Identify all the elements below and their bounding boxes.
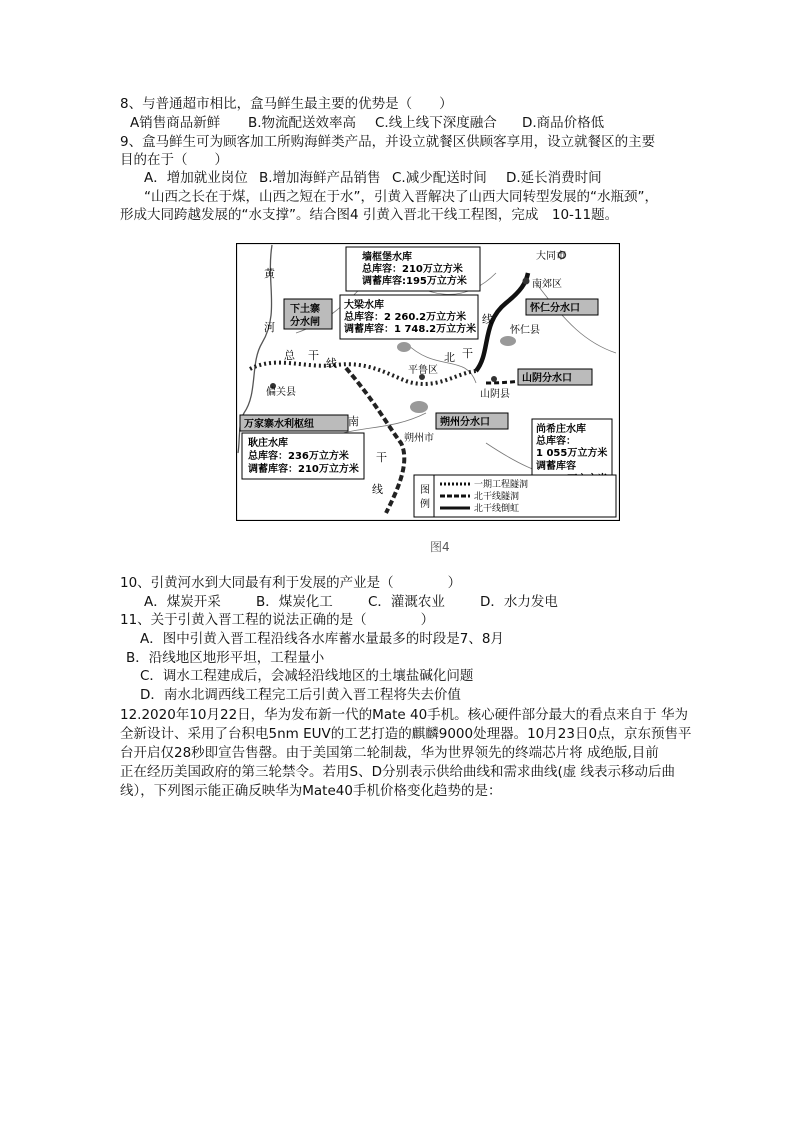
svg-text:调蓄库容: 调蓄库容: [536, 461, 576, 472]
q9-stem-line1: 9、盒马鲜生可为顾客加工所购海鲜类产品，并设立就餐区供顾客享用，设立就餐区的主要: [120, 134, 656, 150]
datong-label: 大同市: [536, 251, 566, 262]
q10-option-d: D．水力发电: [480, 594, 558, 610]
intro-line1: “山西之长在于煤，山西之短在于水”，引黄入晋解决了山西大同转型发展的“水瓶颈”，: [144, 189, 658, 205]
shanyin-outlet-box: [518, 369, 592, 385]
intro-line2: 形成大同跨越发展的“水支撑”。结合图4 引黄入晋北干线工程图，完成 10-11题。: [120, 207, 619, 223]
q9-option-a: A．增加就业岗位: [144, 170, 248, 186]
datong-city-mark: [523, 278, 530, 285]
svg-text:墙框堡水库: 墙框堡水库: [362, 252, 412, 263]
shanyin-mark: [491, 376, 497, 382]
q8-option-c: C.线上线下深度融合: [375, 115, 497, 131]
q9-stem-line2: 目的在于（ ）: [120, 152, 228, 168]
svg-text:万家寨水利枢纽: 万家寨水利枢纽: [244, 419, 314, 430]
shuozhou-outlet-box: [436, 413, 508, 429]
q8-option-b: B.物流配送效率高: [248, 115, 357, 131]
water-project-map: [236, 243, 620, 521]
q10-option-a: A．煤炭开采: [144, 594, 221, 610]
q12-line5: 线），下列图示能正确反映华为Mate40手机价格变化趋势的是：: [120, 783, 502, 799]
svg-text:山阴分水口: 山阴分水口: [522, 373, 572, 384]
geng-reservoir-box: [242, 433, 364, 479]
q11-option-a: A．图中引黄入晋工程沿线各水库蓄水量最多的时段是7、8月: [140, 631, 504, 647]
daliang-reservoir-mark: [397, 342, 411, 352]
wanjia-hub-box: [240, 415, 348, 431]
svg-text:一期工程隧洞: 一期工程隧洞: [474, 480, 529, 490]
huairen-label: 怀仁县: [510, 325, 540, 336]
zhuang-reservoir-box: [346, 247, 480, 291]
shanyin-label: 山阴县: [480, 389, 510, 400]
q12-line1: 12.2020年10月22日，华为发布新一代的Mate 40手机。核心硬件部分最大的看点来自于 华为: [120, 707, 688, 723]
svg-text:例: 例: [420, 499, 430, 510]
svg-text:总库容：2 260.2万立方米: 总库容：2 260.2万立方米: [344, 312, 467, 323]
q10-options: [144, 593, 558, 611]
bei-label: 北: [444, 351, 455, 364]
q12-line3: 台开启仅28秒即宣告售罄。由于美国第二轮制裁，华为世界领先的终端芯片将 成绝版,目前: [120, 745, 659, 761]
nanjiao-label: 南郊区: [532, 279, 562, 290]
q12-line2: 全新设计、采用了台积电5nm EUV的工艺打造的麒麟9000处理器。10月23日0点，京东预售平: [120, 726, 692, 742]
q11-stem: 11、关于引黄入晋工程的说法正确的是（ ）: [120, 612, 435, 628]
q9-option-c: C.减少配送时间: [392, 170, 487, 186]
svg-text:调蓄库容：1 748.2万立方米: 调蓄库容：1 748.2万立方米: [344, 324, 477, 335]
svg-text:大梁水库: 大梁水库: [344, 300, 384, 311]
q8-option-d: D.商品价格低: [522, 115, 605, 131]
shuozhou-label: 朔州市: [404, 433, 434, 444]
svg-text:总库容：: 总库容：: [536, 436, 576, 447]
q11-option-c: C．调水工程建成后，会减轻沿线地区的土壤盐碱化问题: [140, 668, 474, 684]
zong-gan-label: 干: [308, 349, 319, 362]
bei-xian-label: 线: [482, 313, 493, 326]
svg-text:1 055万立方米: 1 055万立方米: [536, 448, 608, 459]
q11-option-b: B．沿线地区地形平坦，工程量小: [126, 650, 325, 666]
q9-options: [144, 169, 602, 187]
svg-text:耿庄水库: 耿庄水库: [248, 438, 288, 449]
xiatu-gate-box: [284, 299, 332, 329]
bei-gan-label: 干: [462, 347, 473, 360]
q10-stem: 10、引黄河水到大同最有利于发展的产业是（ ）: [120, 575, 462, 591]
zong-xian-label: 线: [326, 357, 337, 370]
pianguan-label: 偏关县: [266, 387, 296, 398]
q9-option-b: B.增加海鲜产品销售: [259, 170, 381, 186]
huang-label: 黄: [264, 267, 275, 280]
q8-stem: 8、与普通超市相比，盒马鲜生最主要的优势是（ ）: [120, 96, 453, 112]
map-legend: [414, 475, 616, 517]
svg-text:总库容：210万立方米: 总库容：210万立方米: [362, 264, 463, 275]
nan-label: 南: [348, 415, 359, 428]
svg-text:怀仁分水口: 怀仁分水口: [530, 303, 580, 314]
nan-gan-label: 干: [376, 451, 387, 464]
q10-option-b: B．煤炭化工: [256, 594, 333, 610]
pinglu-label: 平鲁区: [408, 365, 438, 376]
huairen-reservoir-mark: [500, 336, 516, 346]
daliang-reservoir-box: [340, 295, 478, 339]
q8-option-a: A销售商品新鲜: [130, 115, 221, 131]
svg-text:北干线倒虹: 北干线倒虹: [474, 504, 520, 514]
q8-options: [130, 114, 604, 132]
he-label: 河: [264, 321, 275, 334]
svg-text:调蓄库容：210万立方米: 调蓄库容：210万立方米: [248, 464, 359, 475]
svg-text:北干线隧洞: 北干线隧洞: [474, 492, 520, 502]
svg-text:尚希庄水库: 尚希庄水库: [536, 424, 586, 435]
q9-option-d: D.延长消费时间: [506, 170, 602, 186]
svg-text:总库容：236万立方米: 总库容：236万立方米: [248, 451, 349, 462]
svg-text:图: 图: [420, 485, 430, 496]
svg-text:下土寨: 下土寨: [290, 304, 320, 315]
svg-text:朔州分水口: 朔州分水口: [440, 417, 490, 428]
huairen-outlet-box: [526, 299, 598, 315]
shuozhou-reservoir-mark: [410, 401, 428, 413]
q12-line4: 正在经历美国政府的第三轮禁令。若用S、D分别表示供给曲线和需求曲线(虚 线表示移动后曲: [120, 764, 676, 780]
zong-label: 总: [284, 349, 295, 362]
svg-text:分水闸: 分水闸: [290, 317, 320, 328]
q11-option-d: D．南水北调西线工程完工后引黄入晋工程将失去价值: [140, 687, 461, 703]
q10-option-c: C．灌溉农业: [368, 594, 445, 610]
nan-xian-label: 线: [372, 483, 383, 496]
svg-text:调蓄库容:195万立方米: 调蓄库容:195万立方米: [362, 276, 467, 287]
figure-caption: 图4: [430, 540, 450, 554]
